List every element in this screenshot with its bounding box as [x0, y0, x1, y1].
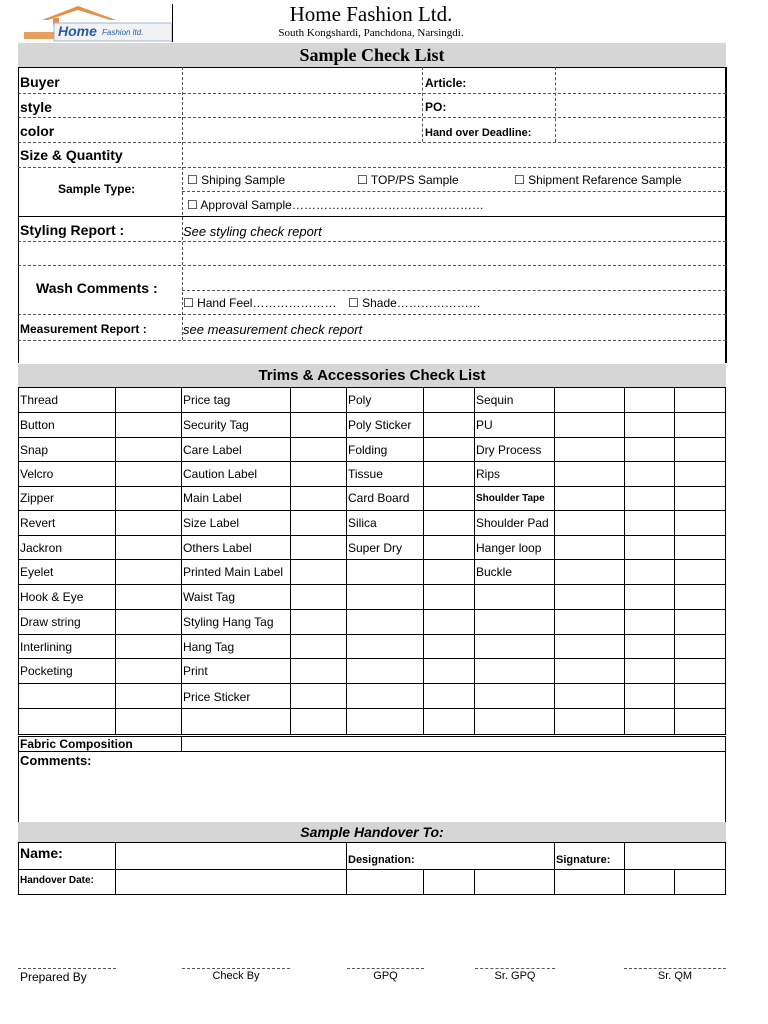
sr-gpq-label: Sr. GPQ — [494, 970, 536, 982]
name-field[interactable] — [117, 844, 344, 867]
handover-date-field[interactable] — [117, 871, 344, 892]
trim-item: Shoulder Pad — [476, 516, 549, 530]
trim-item: Dry Process — [476, 443, 542, 457]
buyer-field[interactable] — [184, 69, 420, 91]
sr-qm-label: Sr. QM — [657, 970, 693, 982]
trim-item: Folding — [348, 443, 388, 457]
top-ps-sample-checkbox[interactable]: ☐ TOP/PS Sample — [357, 173, 459, 187]
shipping-sample-checkbox[interactable]: ☐ Shiping Sample — [187, 173, 286, 187]
trim-item: Price Sticker — [183, 690, 251, 704]
trim-item: Hanger loop — [476, 541, 542, 555]
approval-sample-checkbox[interactable]: ☐ Approval Sample………………………………………… — [187, 198, 484, 212]
trim-item: Sequin — [476, 393, 514, 407]
buyer-label: Buyer — [20, 74, 60, 90]
color-field[interactable] — [184, 119, 420, 140]
comments-field[interactable] — [20, 770, 722, 820]
trim-item: Poly Sticker — [348, 418, 412, 432]
trim-item: Zipper — [20, 491, 55, 505]
trim-item: Care Label — [183, 443, 242, 457]
deadline-label: Hand over Deadline: — [425, 127, 532, 139]
trim-item: Snap — [20, 443, 49, 457]
gpq-label: GPQ — [373, 970, 398, 982]
size-quantity-field[interactable] — [184, 144, 722, 165]
po-field[interactable] — [557, 95, 723, 116]
trim-item: Button — [20, 418, 55, 432]
trim-item: Buckle — [476, 565, 513, 579]
wash-comments-label: Wash Comments : — [36, 280, 158, 296]
signature-label: Signature: — [556, 854, 611, 866]
wash-comments-field[interactable] — [184, 267, 722, 288]
trim-item: Card Board — [348, 491, 410, 505]
style-field[interactable] — [184, 95, 420, 116]
po-label: PO: — [425, 100, 447, 114]
trim-item: Tissue — [348, 467, 383, 481]
trim-item: Shoulder Tape — [476, 493, 545, 504]
trim-item: Silica — [348, 516, 377, 530]
trim-item: Hook & Eye — [20, 590, 84, 604]
trim-item: Printed Main Label — [183, 565, 284, 579]
fabric-composition-field[interactable] — [183, 737, 723, 750]
size-quantity-label: Size & Quantity — [20, 147, 123, 163]
styling-report-note: See styling check report — [183, 224, 322, 239]
trim-item: Jackron — [20, 541, 63, 555]
trim-item: Poly — [348, 393, 372, 407]
trim-item: Eyelet — [20, 565, 54, 579]
designation-label: Designation: — [348, 854, 415, 866]
logo-subtext: Fashion ltd. — [102, 28, 144, 37]
signature-field[interactable] — [626, 844, 723, 867]
prepared-by-label: Prepared By — [20, 970, 87, 984]
trim-item: Interlining — [20, 640, 73, 654]
designation-field[interactable] — [425, 844, 552, 867]
trim-item: Main Label — [183, 491, 242, 505]
article-field[interactable] — [557, 69, 723, 91]
handover-date-label: Handover Date: — [20, 875, 94, 886]
page-title: Sample Check List — [18, 43, 726, 67]
trim-item: Print — [183, 664, 208, 678]
styling-report-label: Styling Report : — [20, 222, 125, 238]
logo-text: Home — [58, 23, 97, 39]
article-label: Article: — [425, 76, 467, 90]
measurement-report-note: see measurement check report — [183, 322, 363, 337]
trim-item: Hang Tag — [183, 640, 235, 654]
check-by-label: Check By — [212, 970, 260, 982]
trim-item: Security Tag — [183, 418, 249, 432]
trim-item: Size Label — [183, 516, 240, 530]
fabric-composition-label: Fabric Composition — [20, 737, 133, 751]
trim-item: Revert — [20, 516, 56, 530]
sample-type-label: Sample Type: — [58, 182, 136, 196]
trim-item: Rips — [476, 467, 501, 481]
deadline-field[interactable] — [557, 119, 723, 140]
comments-label: Comments: — [20, 753, 92, 768]
trim-item: Pocketing — [20, 664, 73, 678]
trim-item: Styling Hang Tag — [183, 615, 274, 629]
trims-section-title: Trims & Accessories Check List — [18, 364, 726, 387]
trim-item: Caution Label — [183, 467, 258, 481]
measurement-report-label: Measurement Report : — [20, 322, 147, 336]
company-logo — [20, 4, 172, 42]
trim-item: Draw string — [20, 615, 81, 629]
color-label: color — [20, 123, 55, 139]
trim-item: Super Dry — [348, 541, 403, 555]
trim-item: Others Label — [183, 541, 252, 555]
handover-section-title: Sample Handover To: — [18, 822, 726, 842]
trim-item: Velcro — [20, 467, 54, 481]
trim-item: Waist Tag — [183, 590, 236, 604]
name-label: Name: — [20, 845, 63, 861]
shade-checkbox[interactable]: ☐ Shade………………… — [348, 296, 481, 310]
trim-item: Thread — [20, 393, 59, 407]
company-address: South Kongshardi, Panchdona, Narsingdi. — [278, 27, 464, 39]
style-label: style — [20, 99, 52, 115]
trim-item: PU — [476, 418, 493, 432]
shipment-reference-sample-checkbox[interactable]: ☐ Shipment Refarence Sample — [514, 173, 682, 187]
trim-item: Price tag — [183, 393, 231, 407]
company-name: Home Fashion Ltd. — [289, 2, 453, 26]
hand-feel-checkbox[interactable]: ☐ Hand Feel………………… — [183, 296, 337, 310]
